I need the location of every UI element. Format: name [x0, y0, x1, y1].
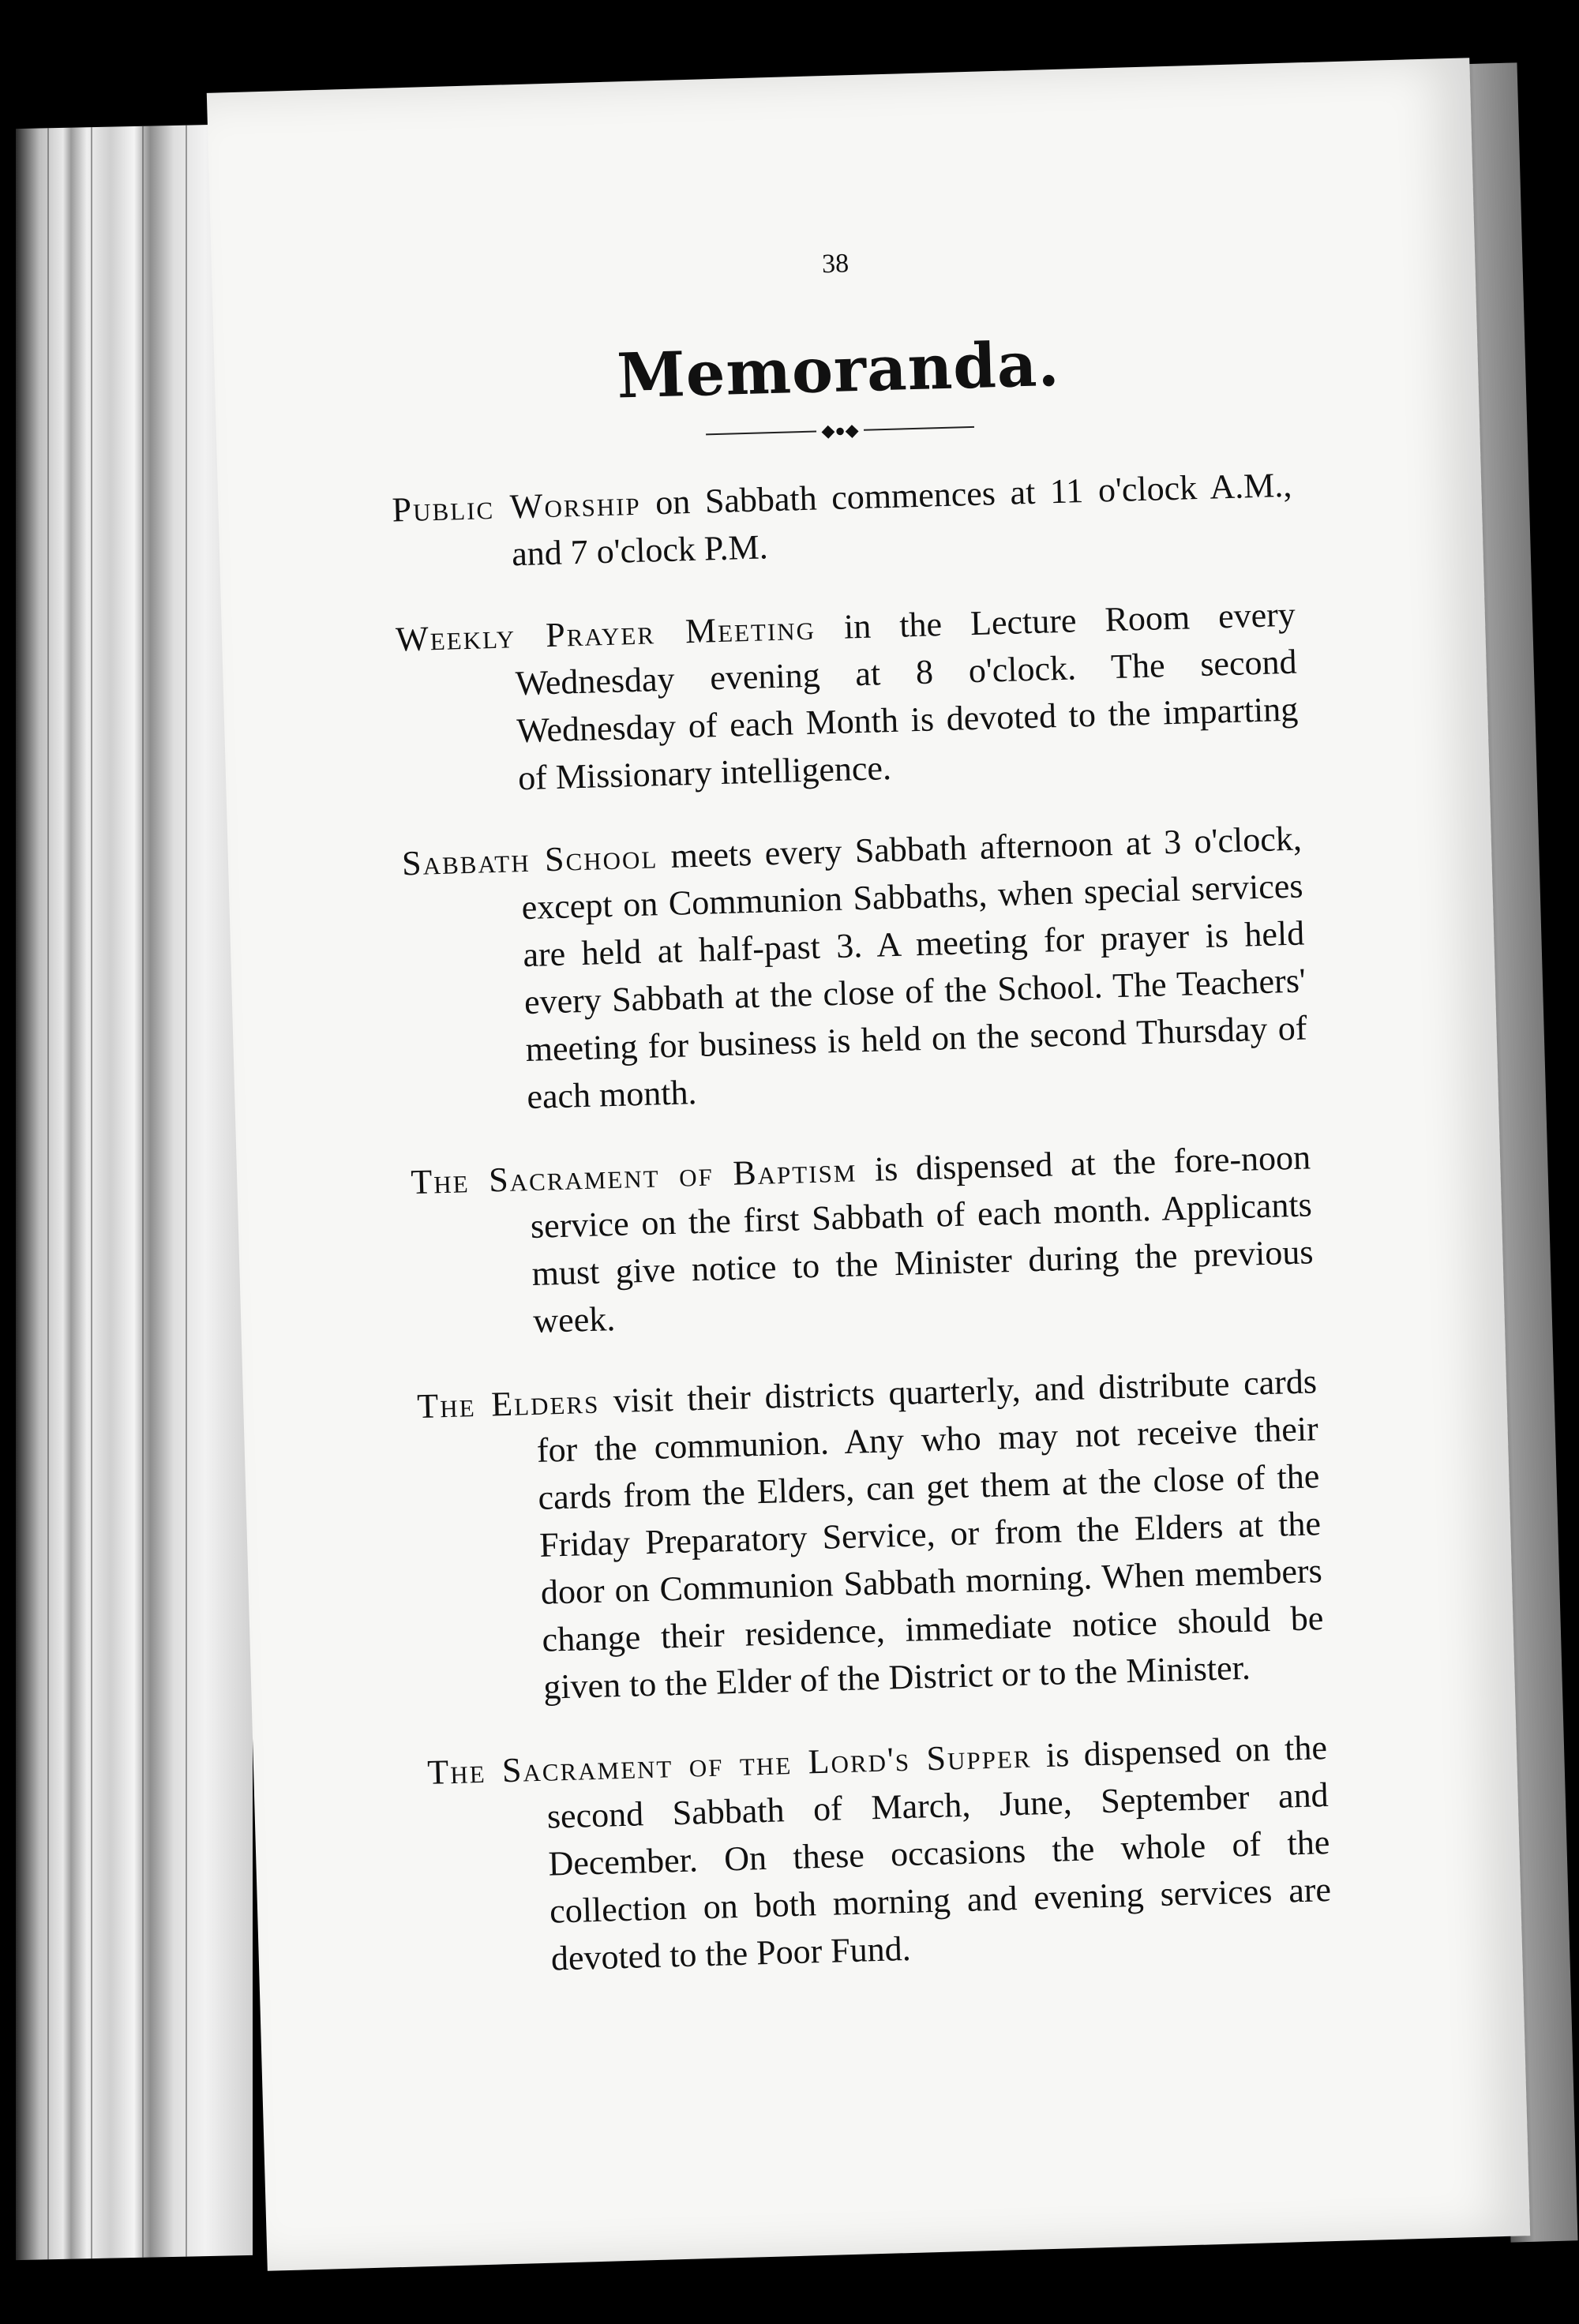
entry-lead: The Sacrament of the Lord's Supper	[426, 1736, 1033, 1792]
printed-page	[207, 58, 1530, 2271]
entry-lead: The Elders	[416, 1381, 600, 1426]
memo-entry-sabbath-school	[401, 815, 1309, 1125]
entry-lead: Public Worship	[391, 483, 642, 530]
page-number: 38	[821, 249, 850, 279]
entry-lead: Weekly Prayer Meeting	[395, 608, 816, 659]
entry-text: on Sabbath commences at 11 o'clock A.M., and 7 o'clock P.M.	[511, 465, 1292, 574]
entry-text: is dispensed at the fore-noon service on the first Sabbath of each month. Applicants must give notice to the Minister during the previous week.	[530, 1138, 1314, 1340]
memo-entry-public-worship	[392, 462, 1294, 582]
entry-text: meets every Sabbath afternoon at 3 o'clock, except on Communion Sabbaths, when special services are held at half-past 3. A meeting for prayer is held every Sabbath at the close of the School. The Teachers' meeting for business is held on the second Thursday of each month.	[521, 819, 1308, 1117]
entry-text: is dispensed on the second Sabbath of March, June, September and December. On these occasions the whole of the collection on both morning and evening services are devoted to the Poor Fund.	[546, 1728, 1332, 1978]
entry-text: in the Lecture Room every Wednesday evening at 8 o'clock. The second Wednesday of each Month is devoted to the imparting of Missionary intelligence.	[515, 594, 1299, 798]
memo-entry-lords-supper	[426, 1724, 1333, 1986]
heading-ornament: ◆●◆	[706, 418, 974, 443]
memo-entry-prayer-meeting	[395, 591, 1300, 806]
entry-lead: The Sacrament of Baptism	[410, 1150, 857, 1202]
page-heading: Memoranda.	[616, 328, 1061, 413]
page-content	[385, 237, 1333, 2011]
memo-entry-baptism	[411, 1134, 1315, 1348]
memo-entry-elders	[417, 1358, 1326, 1715]
entry-text: visit their districts quarterly, and distribute cards for the communion. Any who may not receive their cards from the Elders, can get them at the close of the Friday Preparatory Service, or from the Elders at the door on Communion Sabbath morning. When members change their residence, immediate notice should be given to the Elder of the District or to the Minister.	[536, 1362, 1324, 1707]
entry-lead: Sabbath School	[401, 837, 658, 883]
